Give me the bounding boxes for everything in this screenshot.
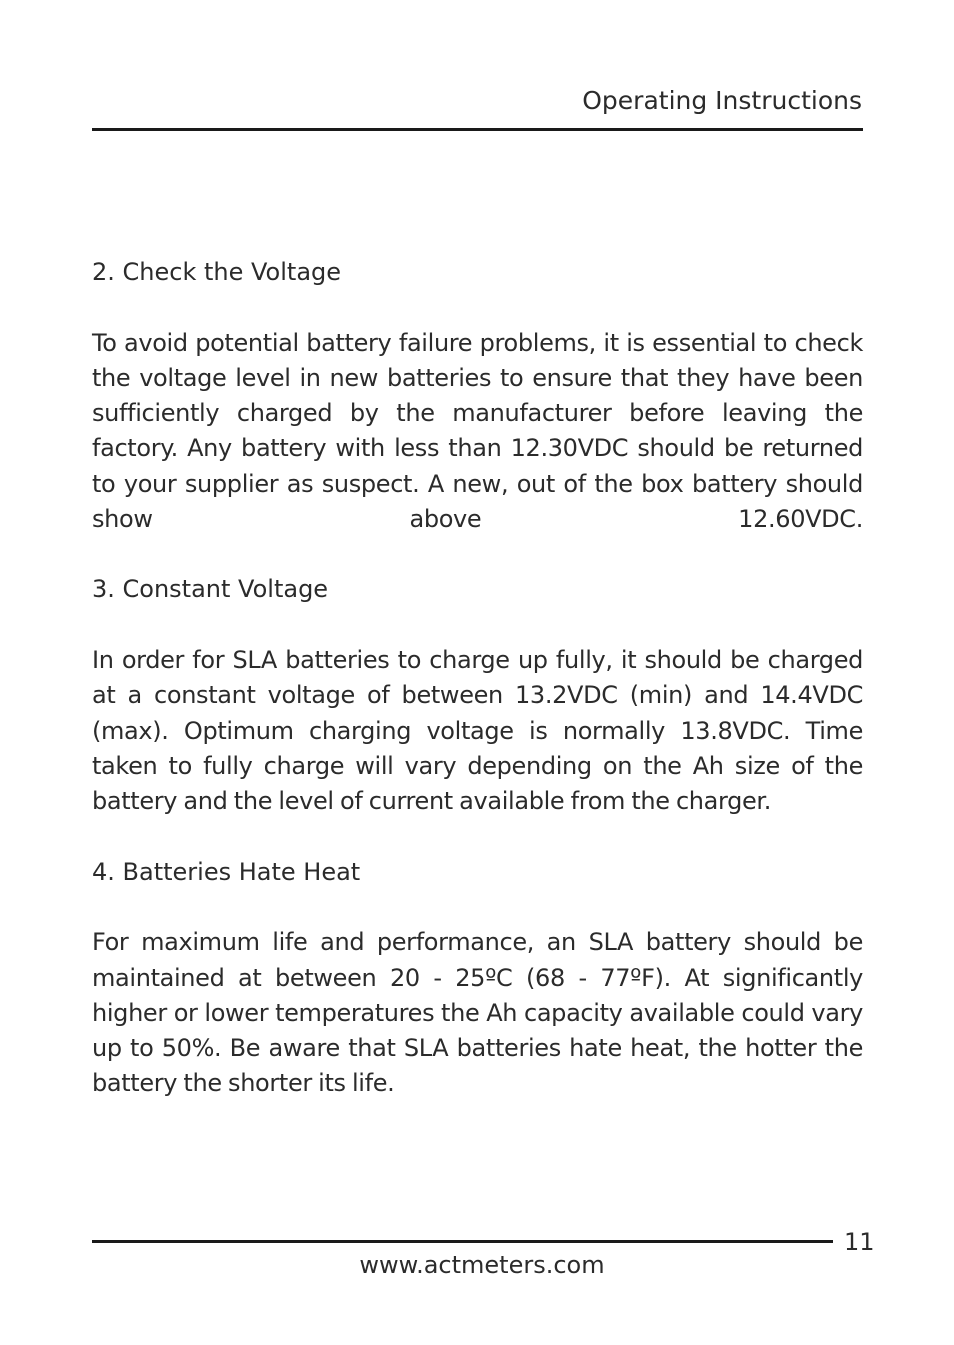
header-divider: [92, 128, 863, 131]
footer-website-url: www.actmeters.com: [359, 1251, 605, 1279]
section-heading: 3. Constant Voltage: [92, 575, 329, 604]
main-content: [92, 255, 863, 1137]
section-paragraph: To avoid potential battery failure problems, it is essential to check the voltage level in new batteries to ensure that they have been sufficiently charged by the manufacturer before leaving the factory. Any battery with less than 12.30VDC should be returned to your supplier as suspect. A new, out of the box battery should show above 12.60VDC.: [92, 328, 863, 533]
page-number: 11: [844, 1228, 875, 1256]
section-batteries-hate-heat: [92, 855, 863, 1102]
section-paragraph: In order for SLA batteries to charge up fully, it should be charged at a constant voltage of between 13.2VDC (min) and 14.4VDC (max). Optimum charging voltage is normally 13.8VDC. Time taken to fully charge will vary depending on the Ah size of the battery and the level of current available from the charger.: [92, 646, 863, 815]
section-constant-voltage: [92, 572, 863, 819]
section-paragraph: For maximum life and performance, an SLA battery should be maintained at between 20 - 25ºC (68 - 77ºF). At significantly higher or lower temperatures the Ah capacity available could vary up to 50%. Be aware that SLA batteries hate heat, the hotter the battery the shorter its life.: [92, 928, 863, 1098]
section-heading: 2. Check the Voltage: [92, 258, 342, 286]
page-header-title: Operating Instructions: [582, 86, 862, 115]
section-check-voltage: [92, 255, 863, 537]
footer-divider: [92, 1240, 833, 1243]
section-heading: 4. Batteries Hate Heat: [92, 857, 361, 886]
